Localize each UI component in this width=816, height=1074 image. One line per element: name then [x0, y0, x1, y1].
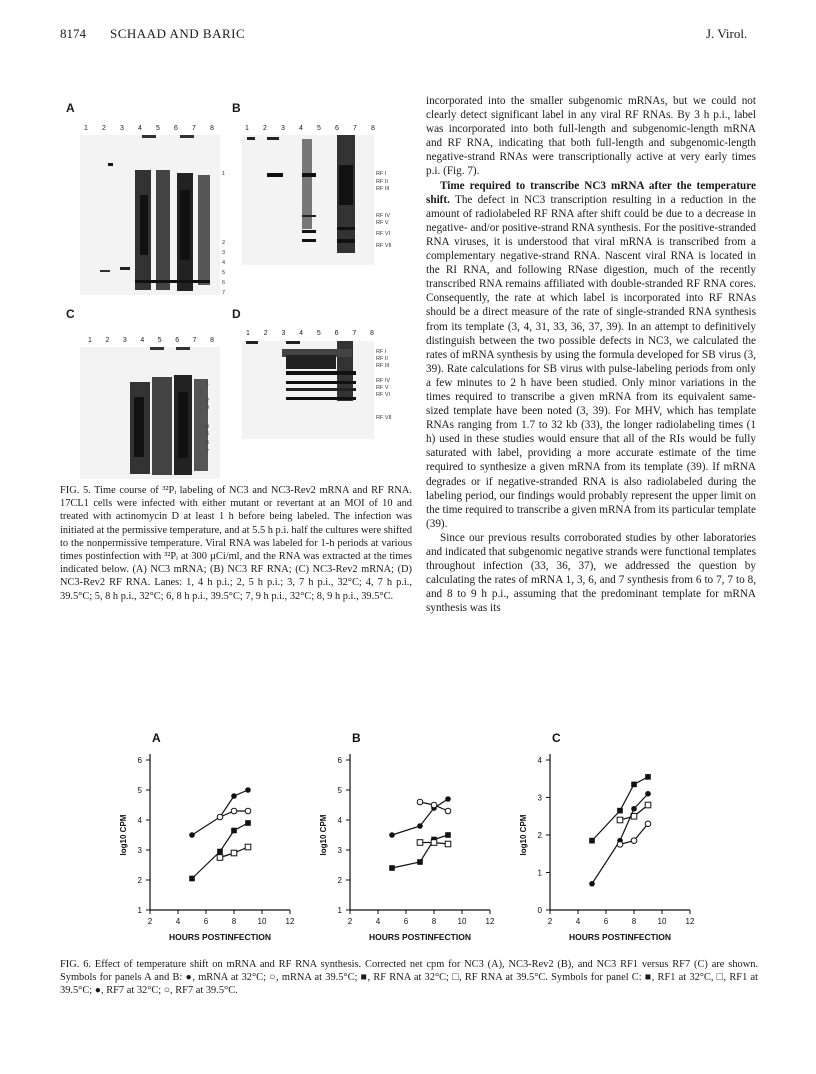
- figure6-caption: [60, 958, 758, 998]
- lane-label: 2: [263, 125, 267, 132]
- x-tick-label: 6: [603, 917, 609, 926]
- y-tick-label: 5: [137, 786, 142, 795]
- paragraph: [426, 179, 756, 531]
- data-point: [417, 859, 423, 865]
- y-tick-label: 3: [137, 846, 142, 855]
- lane-label: 3: [122, 337, 127, 344]
- figure5-panel-a-lanes: [84, 125, 214, 132]
- figure5-panel-d-lanes: [246, 330, 374, 337]
- figure5-panel-a-letter: A: [66, 101, 75, 115]
- data-point: [645, 802, 651, 808]
- lane-label: 6: [335, 125, 339, 132]
- figure5-panel-a-side-labels: 1 2 3 4 5 6 7: [222, 171, 226, 296]
- data-point: [645, 774, 651, 780]
- x-tick-label: 2: [147, 917, 153, 926]
- data-point: [617, 808, 623, 814]
- lane-label: 7: [192, 125, 196, 132]
- x-tick-label: 6: [403, 917, 409, 926]
- y-tick-label: 2: [137, 876, 142, 885]
- y-tick-label: 2: [337, 876, 342, 885]
- running-authors: SCHAAD AND BARIC: [110, 26, 246, 41]
- data-point: [189, 832, 195, 838]
- data-point: [217, 855, 223, 861]
- x-tick-label: 12: [685, 917, 695, 926]
- lane-label: 7: [192, 337, 197, 344]
- lane-label: 1: [246, 330, 250, 337]
- x-tick-label: 4: [175, 917, 181, 926]
- data-point: [245, 808, 251, 814]
- data-point: [617, 842, 623, 848]
- figure5-panel-d-side-labels: RF I RF II RF III RF IV RF V RF VI RF VII: [376, 349, 392, 421]
- data-point: [417, 823, 423, 829]
- lane-label: 1: [88, 337, 92, 344]
- lane-label: 8: [210, 125, 214, 132]
- data-point: [245, 820, 251, 826]
- y-tick-label: 3: [337, 846, 342, 855]
- lane-label: 8: [370, 330, 374, 337]
- data-point: [231, 828, 237, 834]
- figure5-panel-c-side-labels: 1 2 3 4 5 6 7: [206, 381, 210, 455]
- data-point: [631, 806, 637, 812]
- lane-label: 5: [317, 125, 321, 132]
- x-tick-label: 10: [457, 917, 467, 926]
- data-point: [445, 796, 451, 802]
- figure5: [60, 95, 410, 480]
- x-tick-label: 4: [375, 917, 381, 926]
- figure5-caption-label: FIG. 5.: [60, 485, 91, 496]
- x-tick-label: 2: [347, 917, 353, 926]
- lane-label: 1: [84, 125, 88, 132]
- lane-label: 6: [175, 337, 180, 344]
- x-tick-label: 8: [631, 917, 637, 926]
- lane-label: 5: [156, 125, 160, 132]
- lane-label: 5: [157, 337, 162, 344]
- x-tick-label: 8: [431, 917, 437, 926]
- chart-title: B: [352, 731, 361, 745]
- lane-label: 6: [174, 125, 178, 132]
- lane-label: 3: [281, 125, 285, 132]
- gel-image-panel-b: [242, 135, 374, 265]
- data-point: [245, 844, 251, 850]
- figure5-panel-c-lanes: [88, 337, 214, 344]
- right-column-text: [426, 94, 756, 615]
- figure5-panel-b-side-labels: RF I RF II RF III RF IV RF V RF VI RF VII: [376, 171, 392, 249]
- gel-image-panel-a: [80, 135, 220, 295]
- data-point: [231, 850, 237, 856]
- data-point: [245, 787, 251, 793]
- figure6-caption-label: FIG. 6.: [60, 959, 91, 970]
- section-heading: Time required to transcribe NC3 mRNA after the temperature shift.: [426, 179, 756, 206]
- lane-label: 2: [263, 330, 268, 337]
- x-axis-label: HOURS POSTINFECTION: [168, 932, 272, 942]
- x-tick-label: 10: [257, 917, 267, 926]
- y-tick-label: 1: [537, 868, 542, 878]
- y-axis-label: log10 CPM: [319, 814, 328, 856]
- x-tick-label: 10: [657, 917, 667, 926]
- data-point: [445, 841, 451, 847]
- figure5-panel-d-letter: D: [232, 307, 241, 321]
- lane-label: 8: [210, 337, 214, 344]
- y-tick-label: 5: [337, 786, 342, 795]
- lane-label: 4: [299, 330, 304, 337]
- lane-label: 3: [281, 330, 286, 337]
- data-point: [589, 838, 595, 844]
- data-point: [645, 791, 651, 797]
- data-point: [217, 849, 223, 855]
- x-tick-label: 8: [231, 917, 237, 926]
- figure6-charts: [120, 730, 720, 955]
- figure5-panel-b-lanes: [245, 125, 375, 132]
- y-axis-label: log10 CPM: [119, 814, 128, 856]
- chart-title: C: [552, 731, 561, 745]
- data-point: [217, 814, 223, 820]
- data-point: [389, 832, 395, 838]
- x-tick-label: 4: [575, 917, 581, 926]
- figure5-caption-text: Time course of ³²Pᵢ labeling of NC3 and NC3-Rev2 mRNA and RF RNA. 17CL1 cells were infected with either mutant or revertant at an MOI of 10 and treated with actinomycin D at least 1 h before being labeled. The infection was initiated at the permissive temperature, and at 5.5 h p.i. half the cultures were shifted to the nonpermissive temperature. Viral RNA was labeled for 1-h periods at various times postinfection with ³²Pᵢ at 300 µCi/ml, and the RNA was extracted at the times indicated below. (A) NC3 mRNA; (B) NC3 RF RNA; (C) NC3-Rev2 mRNA; (D) NC3-Rev2 RF RNA. Lanes: 1, 4 h p.i.; 2, 5 h p.i.; 3, 7 h p.i., 32°C; 4, 7 h p.i., 39.5°C; 5, 8 h p.i., 32°C; 6, 8 h p.i., 39.5°C; 7, 9 h p.i., 32°C; 8, 9 h p.i., 39.5°C.: [60, 485, 413, 602]
- y-tick-label: 0: [537, 906, 542, 915]
- y-tick-label: 6: [337, 756, 342, 765]
- x-tick-label: 12: [285, 917, 295, 926]
- lane-label: 8: [371, 125, 375, 132]
- lane-label: 5: [316, 330, 321, 337]
- x-tick-label: 12: [485, 917, 495, 926]
- lane-label: 4: [140, 337, 145, 344]
- y-tick-label: 3: [537, 793, 542, 803]
- figure6-caption-text: Effect of temperature shift on mRNA and RF RNA synthesis. Corrected net cpm for NC3 (A), NC3-Rev2 (B), and NC3 RF1 versus RF7 (C) are shown. Symbols for panels A and B: ●, mRNA at 32°C; ○, mRNA at 39.5°C; ■, RF RNA at 32°C; □, RF RNA at 39.5°C. Symbols for panel C: ■, RF1 at 32°C, □, RF1 at 39.5°C; ●, RF7 at 32°C; ○, RF7 at 39.5°C.: [60, 959, 759, 997]
- y-tick-label: 2: [537, 831, 542, 840]
- data-point: [645, 821, 651, 827]
- gel-image-panel-c: [80, 347, 220, 479]
- y-tick-label: 6: [137, 756, 142, 765]
- data-point: [189, 876, 195, 882]
- lane-label: 2: [102, 125, 106, 132]
- data-point: [445, 832, 451, 838]
- lane-label: 1: [245, 125, 249, 132]
- lane-label: 4: [138, 125, 142, 132]
- data-point: [617, 817, 623, 823]
- chart-title: A: [152, 731, 161, 745]
- lane-label: 7: [353, 125, 357, 132]
- lane-label: 2: [105, 337, 110, 344]
- figure5-panel-b-letter: B: [232, 101, 241, 115]
- paragraph-text: The defect in NC3 transcription resulting in a reduction in the amount of radiolabeled RF RNA after shift could be due to a decrease in negative- and/or positive-strand RNA synthesis. For the positive-stranded RNA viruses, it is understood that viral mRNA is transcribed from a complementary negative-strand RNA. Nascent viral RNA is located in the RI RNA, and following RNase digestion, much of the recently transcribed RNA remains affiliated with double-stranded RF RNA cores. Consequently, the rate at which label is incorporated into RF RNAs should be a direct measure of the rate of single-stranded RNA synthesis from its template (3, 4, 31, 33, 36, 37, 39). In an attempt to definitively distinguish between the two possible defects in NC3, we calculated the rates of mRNA synthesis by using the formula developed for SB virus (3, 39). Rate calculations for SB virus with pulse-labeling periods from only a few minutes to 2 h have been studied. Only minor variations in the times required to transcribe a given mRNA from its equivalent same-sized template have been noted (3, 39). For MHV, which has template RNAs ranging from 1.7 to 32 kb (33), the longer radiolabeling times (1 h) used in these studies would ensure that all of the RIs would be fully saturated with label, providing a more accurate estimate of the time required to synthesize a given mRNA from its template (39). If mRNA degrades or if negative-stranded RNA is also radiolabeled during the labeling period, our findings would probably represent the upper limit on the time required to transcribe a given mRNA from its particular template (39).: [426, 193, 756, 530]
- y-tick-label: 1: [137, 906, 142, 915]
- data-point: [631, 838, 637, 844]
- paragraph: Since our previous results corroborated studies by other laboratories and indicated that subgenomic negative strands were functional templates throughout infection (33, 36, 37), we addressed the question by calculating the rates of mRNA 1, 3, 6, and 7 synthesis from 6 to 7, 7 to 8, and 8 to 9 h p.i., assuming that the predominant template for mRNA synthesis was its: [426, 531, 756, 615]
- data-point: [417, 840, 423, 846]
- y-axis-label: log10 CPM: [519, 814, 528, 856]
- y-tick-label: 1: [337, 906, 342, 915]
- data-point: [631, 782, 637, 788]
- x-axis-label: HOURS POSTINFECTION: [568, 932, 672, 942]
- figure5-caption: [60, 484, 412, 603]
- data-point: [431, 840, 437, 846]
- lane-label: 6: [334, 330, 339, 337]
- x-tick-label: 6: [203, 917, 209, 926]
- lane-label: 3: [120, 125, 124, 132]
- figure5-panel-c-letter: C: [66, 307, 75, 321]
- x-axis-label: HOURS POSTINFECTION: [368, 932, 472, 942]
- lane-label: 7: [352, 330, 357, 337]
- x-tick-label: 2: [547, 917, 553, 926]
- data-point: [417, 799, 423, 805]
- paragraph: incorporated into the smaller subgenomic mRNAs, but we could not clearly detect significant label in any viral RF RNAs. By 3 h p.i., label was incorporated into both full-length and subgenomic-length mRNA and RF RNA, indicating that both full-length and subgenomic-length negative-strand RNAs were transcriptionally active at very early times p.i. (Fig. 7).: [426, 95, 756, 178]
- lane-label: 4: [299, 125, 303, 132]
- series-line: [192, 790, 248, 835]
- y-tick-label: 4: [537, 756, 542, 765]
- data-point: [231, 793, 237, 799]
- data-point: [431, 802, 437, 808]
- journal-name: J. Virol.: [706, 26, 748, 41]
- y-tick-label: 4: [137, 816, 142, 825]
- data-point: [589, 881, 595, 887]
- gel-image-panel-d: [242, 341, 374, 439]
- page-number: 8174: [60, 26, 86, 41]
- y-tick-label: 4: [337, 816, 342, 825]
- data-point: [445, 808, 451, 814]
- data-point: [231, 808, 237, 814]
- data-point: [389, 865, 395, 871]
